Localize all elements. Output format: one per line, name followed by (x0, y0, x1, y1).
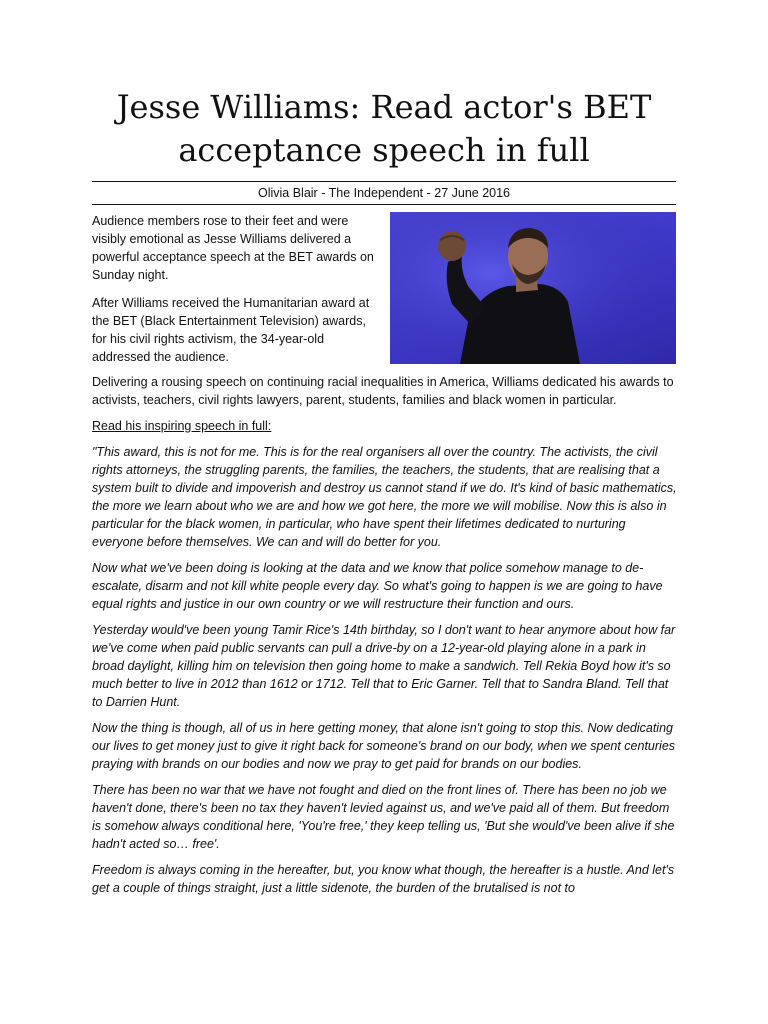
speech-paragraph: Freedom is always coming in the hereafter, but, you know what though, the hereafter is a hustle. And let's get a couple of things straight, just a little sidenote, the burden of the brutalised is not to (92, 863, 675, 895)
article-body (92, 373, 678, 905)
speech-paragraph: "This award, this is not for me. This is for the real organisers all over the country. The activists, the civil rights attorneys, the struggling parents, the families, the teachers, the students, that are realising that a system built to divide and impoverish and destroy us cannot stand if we do. It's kind of basic mathematics, the more we learn about who we are and how we got here, the more we will mobilise. Now this is also in particular for the black women, in particular, who have spent their lifetimes dedicated to nurturing everyone before themselves. We can and will do better for you. (92, 445, 677, 549)
man-raised-fist-image (390, 212, 676, 364)
title-divider-bottom (92, 204, 676, 205)
lead-paragraph: After Williams received the Humanitarian award at the BET (Black Entertainment Television) awards, for his civil rights activism, the 34-year-old addressed the audience. (92, 296, 370, 364)
article-photo (390, 212, 676, 364)
speech-paragraph: Yesterday would've been young Tamir Rice's 14th birthday, so I don't want to hear anymore about how far we've come when paid public servants can pull a drive-by on a 12-year-old playing alone in a park in broad daylight, killing him on television then going home to make a sandwich. Tell Rekia Boyd how it's so much better to live in 2012 than 1612 or 1712. Tell that to Eric Garner. Tell that to Sandra Bland. Tell that to Darrien Hunt. (92, 623, 676, 709)
intro-paragraph: Delivering a rousing speech on continuing racial inequalities in America, Williams dedicated his awards to activists, teachers, civil rights lawyers, parent, students, families and black women in particular. (92, 375, 674, 407)
title-divider-top (92, 181, 676, 182)
speech-paragraph: Now what we've been doing is looking at the data and we know that police somehow manage to de-escalate, disarm and not kill white people every day. So what's going to happen is we are going to have equal rights and justice in our own country or we will restructure their function and ours. (92, 561, 663, 611)
article-byline: Olivia Blair - The Independent - 27 June 2016 (257, 186, 510, 200)
article-title: Jesse Williams: Read actor's BET acceptance speech in full (116, 88, 652, 169)
speech-paragraph: Now the thing is though, all of us in here getting money, that alone isn't going to stop this. Now dedicating our lives to get money just to give it right back for someone's brand on our body, when we spent centuries praying with brands on our bodies and now we pray to get paid for brands on our bodies. (92, 721, 676, 771)
speech-paragraph: There has been no war that we have not fought and died on the front lines of. There has been no job we haven't done, there's been no tax they haven't levied against us, and we've paid all of them. But freedom is somehow always conditional here, 'You're free,' they keep telling us, 'But she would've been alive if she hadn't acted so… free'. (92, 783, 675, 851)
speech-subheading: Read his inspiring speech in full: (92, 419, 272, 433)
lead-column (92, 212, 374, 376)
lead-paragraph: Audience members rose to their feet and were visibly emotional as Jesse Williams delivered a powerful acceptance speech at the BET awards on Sunday night. (92, 214, 374, 282)
